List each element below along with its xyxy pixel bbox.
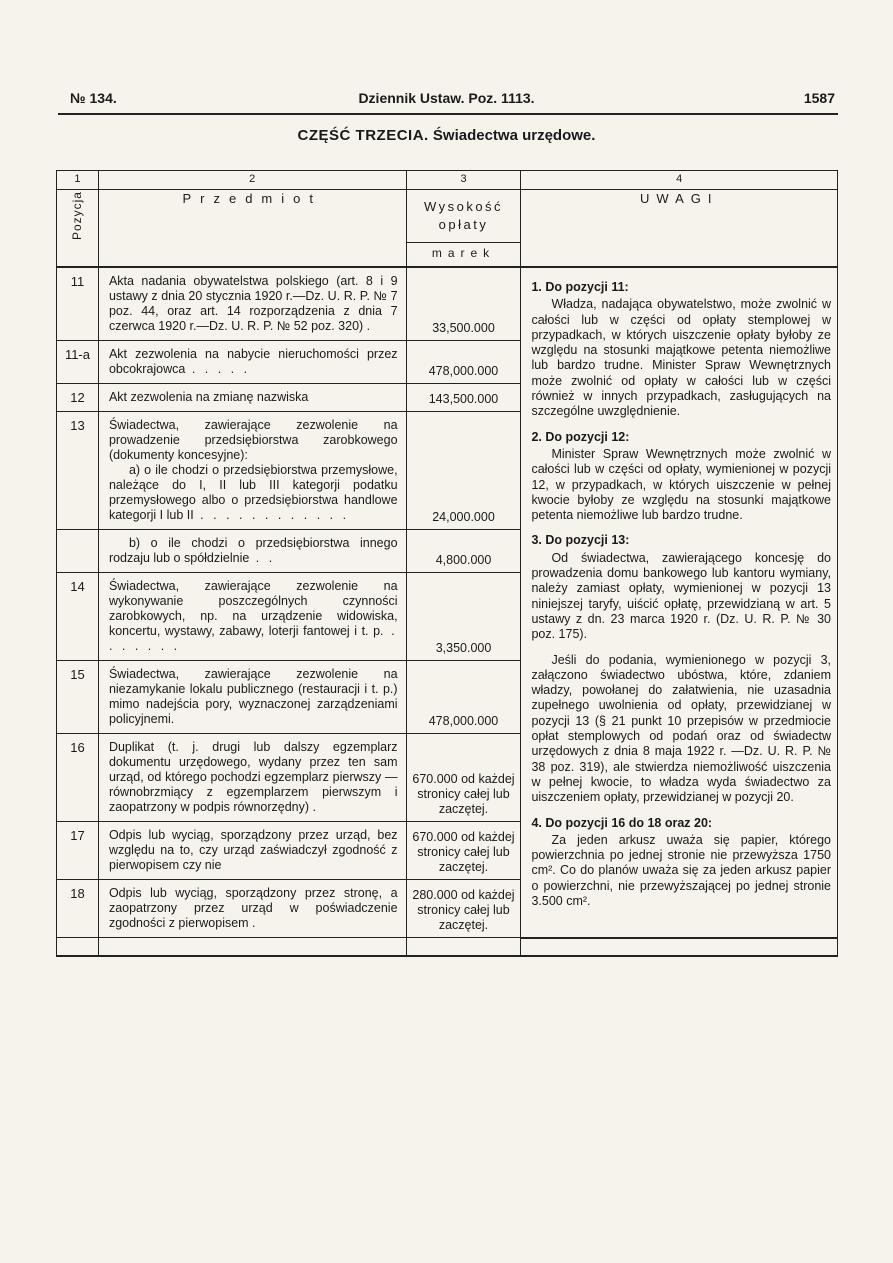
row-description: Świadectwa, zawierające zezwolenie na wykonywanie poszczególnych czynności zarobkowych, np. na urządzenie widowiska, koncertu, wystawy, zabawy, loterji fantowej i t. p. . . . . . . . (98, 573, 406, 661)
subject-header: Przedmiot (98, 190, 406, 268)
fee-table (56, 170, 838, 957)
remarks-header: UWAGI (521, 190, 838, 268)
row-subitem: a) o ile chodzi o przedsiębiorstwa przemysłowe, należące do I, II lub III kategorji podatku przemysłowego albo o przedsiębiorstwa handlowe kategorji I lub II (108, 463, 398, 522)
journal-reference: Dziennik Ustaw. Poz. 1113. (358, 90, 535, 106)
remark-title: 2. Do pozycji 12: (531, 429, 630, 444)
fee-header (406, 190, 521, 268)
row-description: Akt zezwolenia na zmianę nazwiska (98, 384, 406, 412)
column-number: 4 (521, 171, 838, 190)
row-fee: 24,000.000 (406, 412, 521, 530)
leader-dots: . . . . . . . . . . . . (193, 508, 350, 522)
empty-cell (406, 938, 521, 956)
row-description: Odpis lub wyciąg, sporządzony przez stronę, a zaopatrzony przez urząd w poświadczenie zgodności z pierwopisem . (98, 880, 406, 938)
column-number: 3 (406, 171, 521, 190)
empty-cell (521, 938, 838, 956)
table-tail (57, 938, 838, 956)
issue-number: № 134. (70, 90, 117, 106)
row-fee: 670.000 od każdej stronicy całej lub zaczętej. (406, 822, 521, 880)
column-number: 1 (57, 171, 99, 190)
row-fee: 478,000.000 (406, 661, 521, 734)
row-position: 13 (57, 412, 99, 530)
row-position: 11-a (57, 341, 99, 384)
row-description: Odpis lub wyciąg, sporządzony przez urząd, bez względu na to, czy urząd zaświadczył zgodność z pierwopisem czy nie (98, 822, 406, 880)
row-position: 12 (57, 384, 99, 412)
column-number: 2 (98, 171, 406, 190)
page-number: 1587 (803, 90, 835, 106)
remark-title: 4. Do pozycji 16 do 18 oraz 20: (531, 815, 713, 830)
row-fee: 3,350.000 (406, 573, 521, 661)
row-position (57, 530, 99, 573)
remark-title: 3. Do pozycji 13: (531, 533, 630, 548)
row-description: Akta nadania obywatelstwa polskiego (art. 8 i 9 ustawy z dnia 20 stycznia 1920 r.—Dz. U. R. P. № 7 poz. 44, oraz art. 14 rozporządzenia z dnia 7 czerwca 1920 r.—Dz. U. R. P. № 52 poz. 320) . (98, 267, 406, 341)
leader-dots: . . (249, 551, 276, 565)
remark-text: Jeśli do podania, wymienionego w pozycji 3, załączono świadectwo ubóstwa, które, zdaniem władzy, powołanej do załatwienia, nie uzasadnia zupełnego uwolnienia od opłaty, przewidzianej w pozycji 13 (§ 21 punkt 10 przepisów w przedmiocie opłat stemplowych od podań oraz od świadectw urzędowych z dnia 8 maja 1922 r. —Dz. U. R. P. № 38 poz. 319), ale stwierdza niemożliwość uiszczenia w pełnej kwocie, to władza wyda świadectwo za uiszczeniem opłaty, przewidzianej w pozycji 20. (531, 652, 831, 805)
row-position: 17 (57, 822, 99, 880)
row-fee: 4,800.000 (406, 530, 521, 573)
row-description: b) o ile chodzi o przedsiębiorstwa innego rodzaju lub o spółdzielnie . . (98, 530, 406, 573)
section-name: Świadectwa urzędowe. (432, 127, 596, 144)
row-fee: 280.000 od każdej stronicy całej lub zaczętej. (406, 880, 521, 938)
column-number-row (57, 171, 838, 190)
section-part: CZĘŚĆ TRZECIA. (297, 127, 429, 144)
empty-cell (98, 938, 406, 956)
position-header: Pozycja (57, 190, 99, 268)
row-description: Świadectwa, zawierające zezwolenie na prowadzenie przedsiębiorstwa zarobkowego (dokumenty koncesyjne): a) o ile chodzi o przedsiębiorstwa przemysłowe, należące do I, II lub III kategorji podatku przemysłowego albo o przedsiębiorstwa handlowe kategorji I lub II . . . . . . . . . . . . (98, 412, 406, 530)
remark-text: Od świadectwa, zawierającego koncesję do prowadzenia domu bankowego lub kantoru wymiany, należy zamiast opłaty, wymienionej w pozycji 13 niniejszej taryfy, uiścić opłatę, przewidzianą w art. 5 ustawy z dn. 23 marca 1920 r. (Dz. U. R. P. № 30 poz. 175). (531, 550, 831, 642)
row-description: Świadectwa, zawierające zezwolenie na niezamykanie lokalu publicznego (restauracji i t. p.) mimo nadejścia pory, wyznaczonej zarządzeniami policyjnemi. (98, 661, 406, 734)
row-position: 14 (57, 573, 99, 661)
remark-text: Władza, nadająca obywatelstwo, może zwolnić w całości lub w części od opłaty stemplowej w przypadkach, w których uiszczenie opłaty byłoby ze względu na stosunki majątkowe petenta niemożliwe lub bardzo trudne. Minister Spraw Wewnętrznych może zwolnić od opłaty w całości lub w części również w innych przypadkach, zasługujących na szczególne uwzględnienie. (531, 297, 831, 419)
row-fee: 33,500.000 (406, 267, 521, 341)
section-title (0, 127, 893, 144)
remark-text: Za jeden arkusz uważa się papier, którego powierzchnia po jednej stronie nie przewyższa 1750 cm². Co do planów uważa się za jeden arkusz papier o powierzchni, nie przewyższającej po jednej stronie 3.500 cm². (531, 832, 831, 908)
header-row (57, 190, 838, 268)
row-position: 11 (57, 267, 99, 341)
row-description: Duplikat (t. j. drugi lub dalszy egzemplarz dokumentu urzędowego, wydany przez ten sam urząd, od którego pochodzi egzemplarz pierwszy — równobrzmiący z egzemplarzem pierwszym i zaopatrzony w podpis równorzędny) . (98, 734, 406, 822)
remarks-cell (521, 267, 838, 938)
row-fee: 478,000.000 (406, 341, 521, 384)
fee-header-label: Wysokość opłaty (423, 199, 504, 232)
remark-title: 1. Do pozycji 11: (531, 280, 629, 294)
header-rule (58, 113, 838, 115)
row-fee: 670.000 od każdej stronicy całej lub zaczętej. (406, 734, 521, 822)
leader-dots: . . . . . (185, 362, 251, 376)
row-description: Akt zezwolenia na nabycie nieruchomości przez obcokrajowca . . . . . (98, 341, 406, 384)
row-position: 18 (57, 880, 99, 938)
row-position: 15 (57, 661, 99, 734)
row-position: 16 (57, 734, 99, 822)
remark-text: Minister Spraw Wewnętrznych może zwolnić w całości lub w części od opłaty, wymienionej w pozycji 12, w przypadkach, w których uiszczenie w pełnej kwocie byłoby ze względu na stosunki majątkowe petenta niemożliwe lub bardzo trudne. (531, 446, 831, 523)
currency-header: marek (407, 242, 521, 263)
table-row (57, 267, 838, 341)
leader-dots: . . . . . . . (108, 624, 398, 653)
row-fee: 143,500.000 (406, 384, 521, 412)
empty-cell (57, 938, 99, 956)
